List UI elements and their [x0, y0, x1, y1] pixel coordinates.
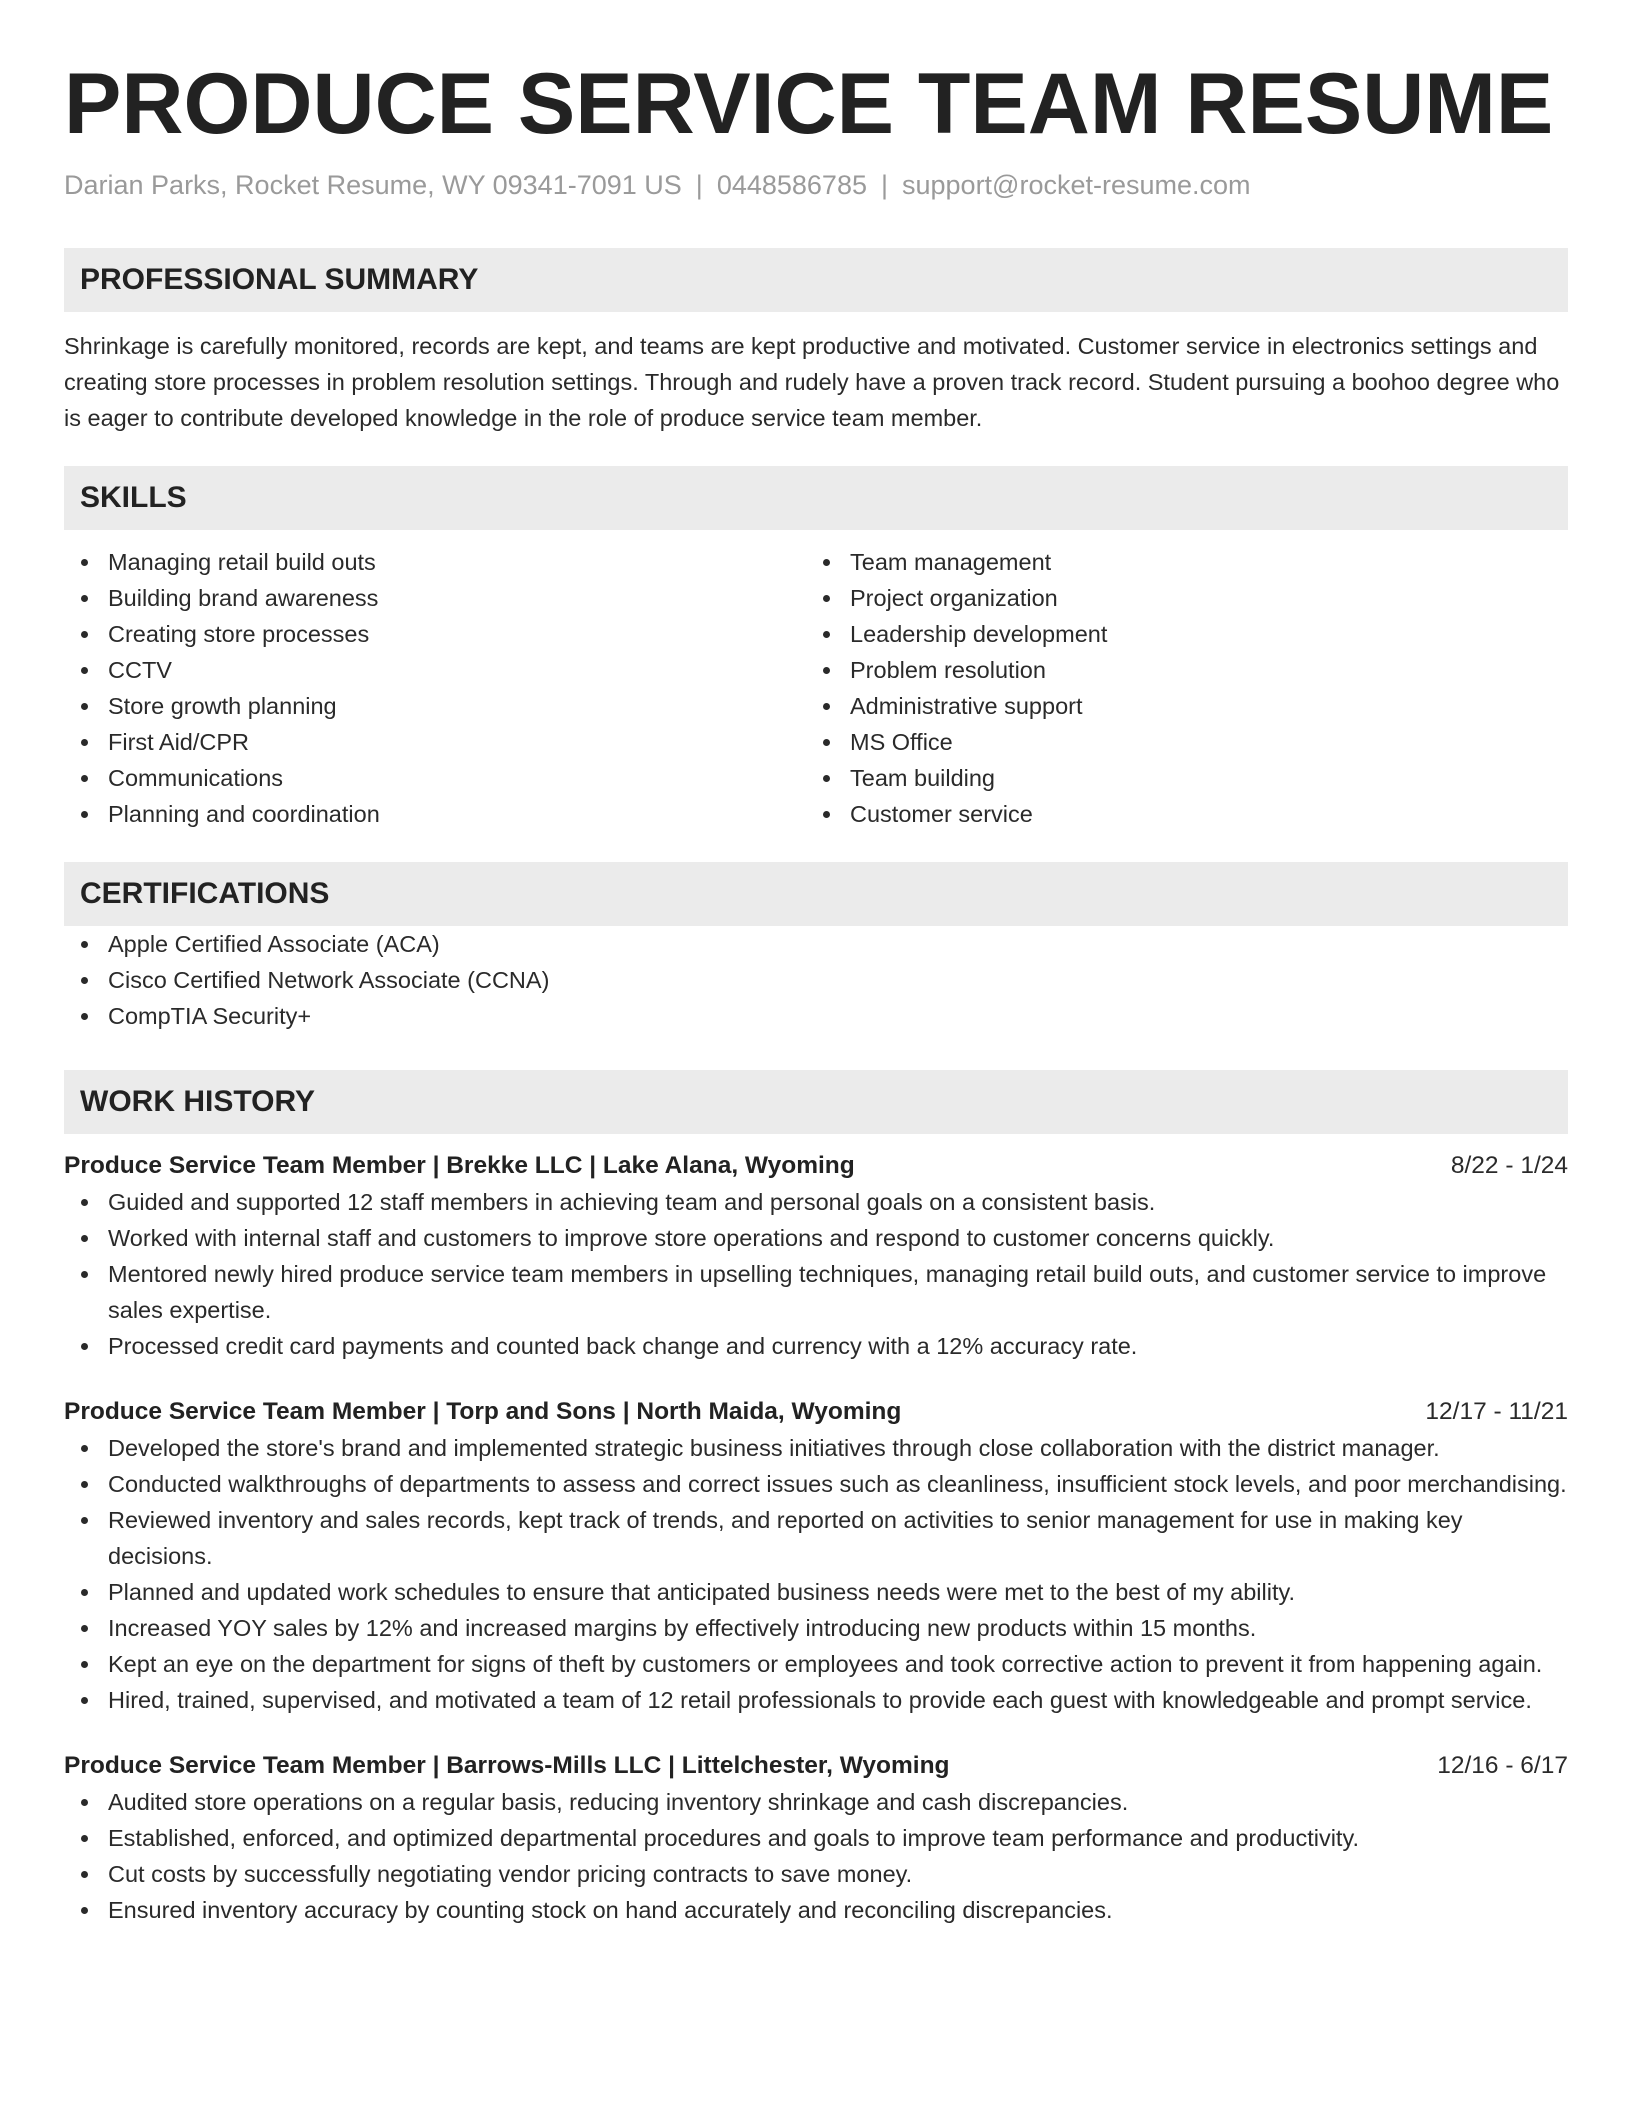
skill-item: Leadership development — [806, 616, 1548, 652]
job-entry — [64, 1148, 1568, 1364]
job-duty: Hired, trained, supervised, and motivated a team of 12 retail professionals to provide each guest with knowledgeable and prompt service. — [64, 1682, 1568, 1718]
resume-title: PRODUCE SERVICE TEAM RESUME — [64, 56, 1554, 152]
job-duty: Cut costs by successfully negotiating vendor pricing contracts to save money. — [64, 1856, 1568, 1892]
summary-text: Shrinkage is carefully monitored, records are kept, and teams are kept productive and motivated. Customer service in electronics settings and creating store processes in problem resolution settings. Through and rudely have a proven track record. Student pursuing a boohoo degree who is eager to contribute developed knowledge in the role of produce service team member. — [64, 333, 1560, 431]
job-duty: Developed the store's brand and implemented strategic business initiatives through close collaboration with the district manager. — [64, 1430, 1568, 1466]
skills-grid — [64, 544, 1568, 832]
job-duty: Mentored newly hired produce service team members in upselling techniques, managing retail build outs, and customer service to improve sales expertise. — [64, 1256, 1568, 1328]
job-header — [64, 1748, 1568, 1784]
job-duty: Kept an eye on the department for signs of theft by customers or employees and took corrective action to prevent it from happening again. — [64, 1646, 1568, 1682]
skill-item: First Aid/CPR — [64, 724, 806, 760]
skill-item: Team management — [806, 544, 1548, 580]
job-dates: 8/22 - 1/24 — [1450, 1152, 1568, 1179]
skill-item: Administrative support — [806, 688, 1548, 724]
job-dates: 12/17 - 11/21 — [1425, 1398, 1568, 1425]
skill-item: Project organization — [806, 580, 1548, 616]
resume-page — [64, 0, 1568, 1928]
job-duty: Worked with internal staff and customers to improve store operations and respond to customer concerns quickly. — [64, 1220, 1568, 1256]
certification-item: Apple Certified Associate (ACA) — [64, 926, 1568, 962]
skill-item: Team building — [806, 760, 1548, 796]
skills-list-left — [64, 544, 806, 832]
job-entry — [64, 1394, 1568, 1718]
contact-separator: | — [880, 170, 888, 200]
job-duties-list — [64, 1784, 1568, 1928]
summary-heading: PROFESSIONAL SUMMARY — [64, 248, 1568, 312]
job-header — [64, 1394, 1568, 1430]
job-duty: Audited store operations on a regular basis, reducing inventory shrinkage and cash discrepancies. — [64, 1784, 1568, 1820]
skill-item: CCTV — [64, 652, 806, 688]
skills-column-left — [64, 544, 806, 832]
certifications-list — [64, 926, 1568, 1034]
job-duty: Conducted walkthroughs of departments to assess and correct issues such as cleanliness, insufficient stock levels, and poor merchandising. — [64, 1466, 1568, 1502]
contact-phone: 0448586785 — [716, 170, 867, 200]
job-duty: Ensured inventory accuracy by counting stock on hand accurately and reconciling discrepancies. — [64, 1892, 1568, 1928]
skill-item: Managing retail build outs — [64, 544, 806, 580]
skill-item: Communications — [64, 760, 806, 796]
job-duties-list — [64, 1430, 1568, 1718]
skill-item: Problem resolution — [806, 652, 1548, 688]
skill-item: Customer service — [806, 796, 1548, 832]
job-duty: Processed credit card payments and counted back change and currency with a 12% accuracy rate. — [64, 1328, 1568, 1364]
skill-item: Planning and coordination — [64, 796, 806, 832]
job-duty: Planned and updated work schedules to ensure that anticipated business needs were met to the best of my ability. — [64, 1574, 1568, 1610]
job-duty: Increased YOY sales by 12% and increased margins by effectively introducing new products within 15 months. — [64, 1610, 1568, 1646]
work-history-heading: WORK HISTORY — [64, 1070, 1568, 1134]
skills-column-right — [806, 544, 1548, 832]
contact-separator: | — [695, 170, 703, 200]
job-title: Produce Service Team Member | Brekke LLC | Lake Alana, Wyoming — [64, 1152, 855, 1179]
skill-item: MS Office — [806, 724, 1548, 760]
job-title: Produce Service Team Member | Barrows-Mills LLC | Littelchester, Wyoming — [64, 1752, 950, 1779]
skill-item: Creating store processes — [64, 616, 806, 652]
job-duty: Guided and supported 12 staff members in achieving team and personal goals on a consistent basis. — [64, 1184, 1568, 1220]
contact-email: support@rocket-resume.com — [902, 170, 1251, 200]
job-duty: Established, enforced, and optimized departmental procedures and goals to improve team performance and productivity. — [64, 1820, 1568, 1856]
skills-list-right — [806, 544, 1548, 832]
skill-item: Store growth planning — [64, 688, 806, 724]
job-title: Produce Service Team Member | Torp and Sons | North Maida, Wyoming — [64, 1398, 902, 1425]
job-duties-list — [64, 1184, 1568, 1364]
contact-address: Darian Parks, Rocket Resume, WY 09341-7091 US — [64, 170, 682, 200]
certification-item: CompTIA Security+ — [64, 998, 1568, 1034]
certification-item: Cisco Certified Network Associate (CCNA) — [64, 962, 1568, 998]
job-duty: Reviewed inventory and sales records, kept track of trends, and reported on activities to senior management for use in making key decisions. — [64, 1502, 1568, 1574]
skill-item: Building brand awareness — [64, 580, 806, 616]
certifications-heading: CERTIFICATIONS — [64, 862, 1568, 926]
job-header — [64, 1148, 1568, 1184]
job-entry — [64, 1748, 1568, 1928]
contact-line — [64, 168, 1568, 202]
skills-heading: SKILLS — [64, 466, 1568, 530]
job-dates: 12/16 - 6/17 — [1437, 1752, 1568, 1779]
